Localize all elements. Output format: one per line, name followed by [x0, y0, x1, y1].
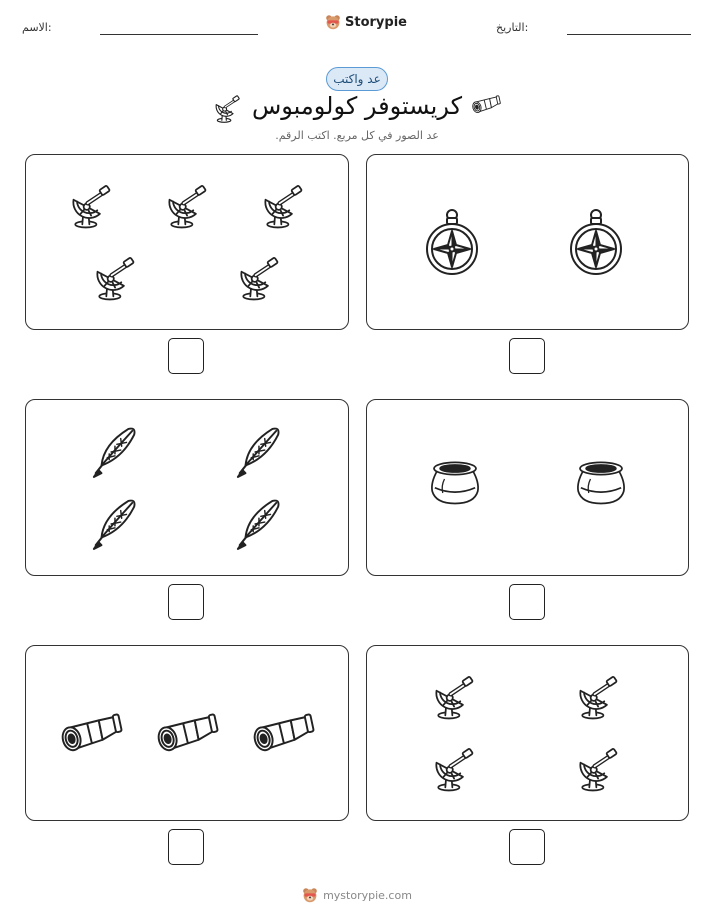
feather-quill-icon — [234, 424, 282, 480]
instructions: عد الصور في كل مربع. اكتب الرقم. — [275, 129, 439, 142]
sextant-icon — [262, 179, 306, 231]
compass-icon — [569, 209, 623, 275]
feather-quill-icon — [90, 496, 138, 552]
compass-icon — [425, 209, 479, 275]
pot-icon — [427, 456, 483, 516]
answer-box-1[interactable] — [509, 338, 545, 374]
bear-icon — [302, 886, 318, 904]
answer-box-4[interactable] — [168, 584, 204, 620]
sextant-icon — [433, 670, 477, 722]
sextant-icon — [70, 179, 114, 231]
counting-card-1 — [366, 154, 689, 330]
spyglass-icon — [60, 710, 122, 754]
feather-quill-icon — [90, 424, 138, 480]
name-line[interactable] — [100, 34, 258, 35]
answer-box-2[interactable] — [168, 338, 204, 374]
spyglass-icon — [252, 710, 314, 754]
spyglass-icon — [156, 710, 218, 754]
footer-url[interactable]: mystorypie.com — [323, 888, 412, 902]
sextant-icon — [433, 742, 477, 794]
counting-card-2 — [25, 154, 349, 330]
answer-box-5[interactable] — [509, 829, 545, 865]
sextant-icon — [577, 670, 621, 722]
sextant-icon — [577, 742, 621, 794]
counting-card-4 — [25, 399, 349, 576]
pot-icon — [573, 456, 629, 516]
brand-name: Storypie — [345, 14, 407, 30]
answer-box-6[interactable] — [168, 829, 204, 865]
feather-quill-icon — [234, 496, 282, 552]
sextant-icon — [238, 251, 282, 303]
footer — [0, 886, 714, 904]
sextant-icon — [166, 179, 210, 231]
sextant-icon — [94, 251, 138, 303]
counting-card-3 — [366, 399, 689, 576]
answer-box-3[interactable] — [509, 584, 545, 620]
activity-tag: عد واكتب — [326, 67, 388, 91]
date-label: التاريخ: — [496, 21, 529, 34]
bear-icon — [325, 13, 341, 31]
counting-card-5 — [366, 645, 689, 821]
spyglass-icon — [470, 94, 502, 114]
date-line[interactable] — [567, 34, 691, 35]
brand-logo — [325, 13, 407, 31]
name-label: الاسم: — [22, 21, 52, 34]
counting-card-6 — [25, 645, 349, 821]
page-title: كريستوفر كولومبوس — [251, 92, 463, 120]
